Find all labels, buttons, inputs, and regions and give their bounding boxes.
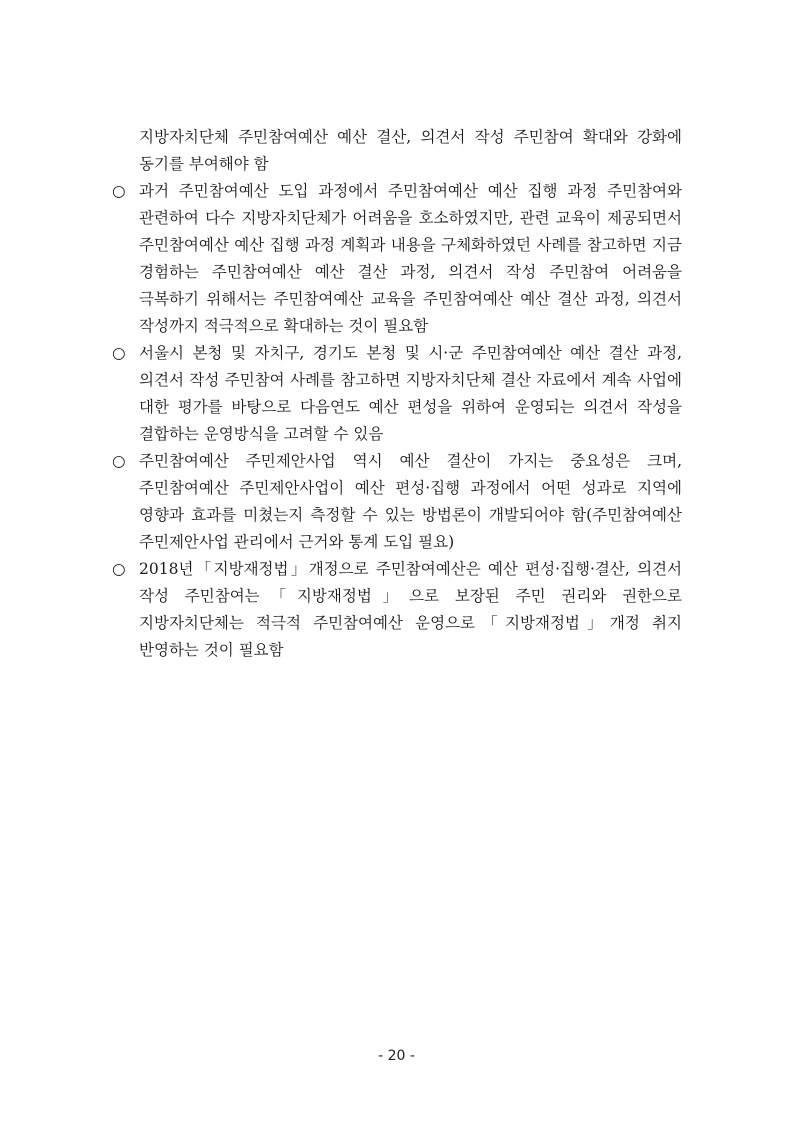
bullet-text: 과거 주민참여예산 도입 과정에서 주민참여예산 예산 집행 과정 주민참여와 관련하여 다수 지방자치단체가 어려움을 호소하였지만, 관련 교육이 제공되면서 주민참여예산 예산 집행 과정 계획과 내용을 구체화하였던 사례를 참고하면 지금 경험하는 주민참여예산 예산 결산 과정, 의견서 작성 주민참여 어려움을 극복하기 위해서는 주민참여예산 교육을 주민참여예산 예산 결산 과정, 의견서 작성까지 적극적으로 확대하는 것이 필요함 [139, 182, 682, 335]
bullet-text: 서울시 본청 및 자치구, 경기도 본청 및 시·군 주민참여예산 예산 결산 과정, 의견서 작성 주민참여 사례를 참고하면 지방자치단체 결산 자료에서 계속 사업에 대한 평가를 바탕으로 다음연도 예산 편성을 위하여 운영되는 의견서 작성을 결합하는 운영방식을 고려할 수 있음 [139, 344, 682, 443]
document-body [112, 124, 682, 664]
bullet-item-4 [112, 556, 682, 664]
bullet-circle-icon: ○ [112, 344, 126, 362]
bullet-item-2 [112, 340, 682, 448]
bullet-circle-icon: ○ [112, 560, 126, 578]
bullet-text: 2018년「지방재정법」개정으로 주민참여예산은 예산 편성·집행·결산, 의견서 작성 주민참여는「지방재정법」으로 보장된 주민 권리와 권한으로 지방자치단체는 적극적 주민참여예산 운영으로「지방재정법」개정 취지 반영하는 것이 필요함 [139, 560, 682, 659]
bullet-item-3 [112, 448, 682, 556]
page-number: - 20 - [378, 1048, 415, 1064]
bullet-text: 주민참여예산 주민제안사업 역시 예산 결산이 가지는 중요성은 크며, 주민참여예산 주민제안사업이 예산 편성·집행 과정에서 어떤 성과로 지역에 영향과 효과를 미쳤는지 측정할 수 있는 방법론이 개발되어야 함(주민참여예산 주민제안사업 관리에서 근거와 통계 도입 필요) [139, 452, 682, 551]
bullet-item-1 [112, 178, 682, 340]
bullet-circle-icon: ○ [112, 452, 126, 470]
bullet-circle-icon: ○ [112, 182, 126, 200]
continuation-paragraph: 지방자치단체 주민참여예산 예산 결산, 의견서 작성 주민참여 확대와 강화에 동기를 부여해야 함 [139, 128, 682, 173]
